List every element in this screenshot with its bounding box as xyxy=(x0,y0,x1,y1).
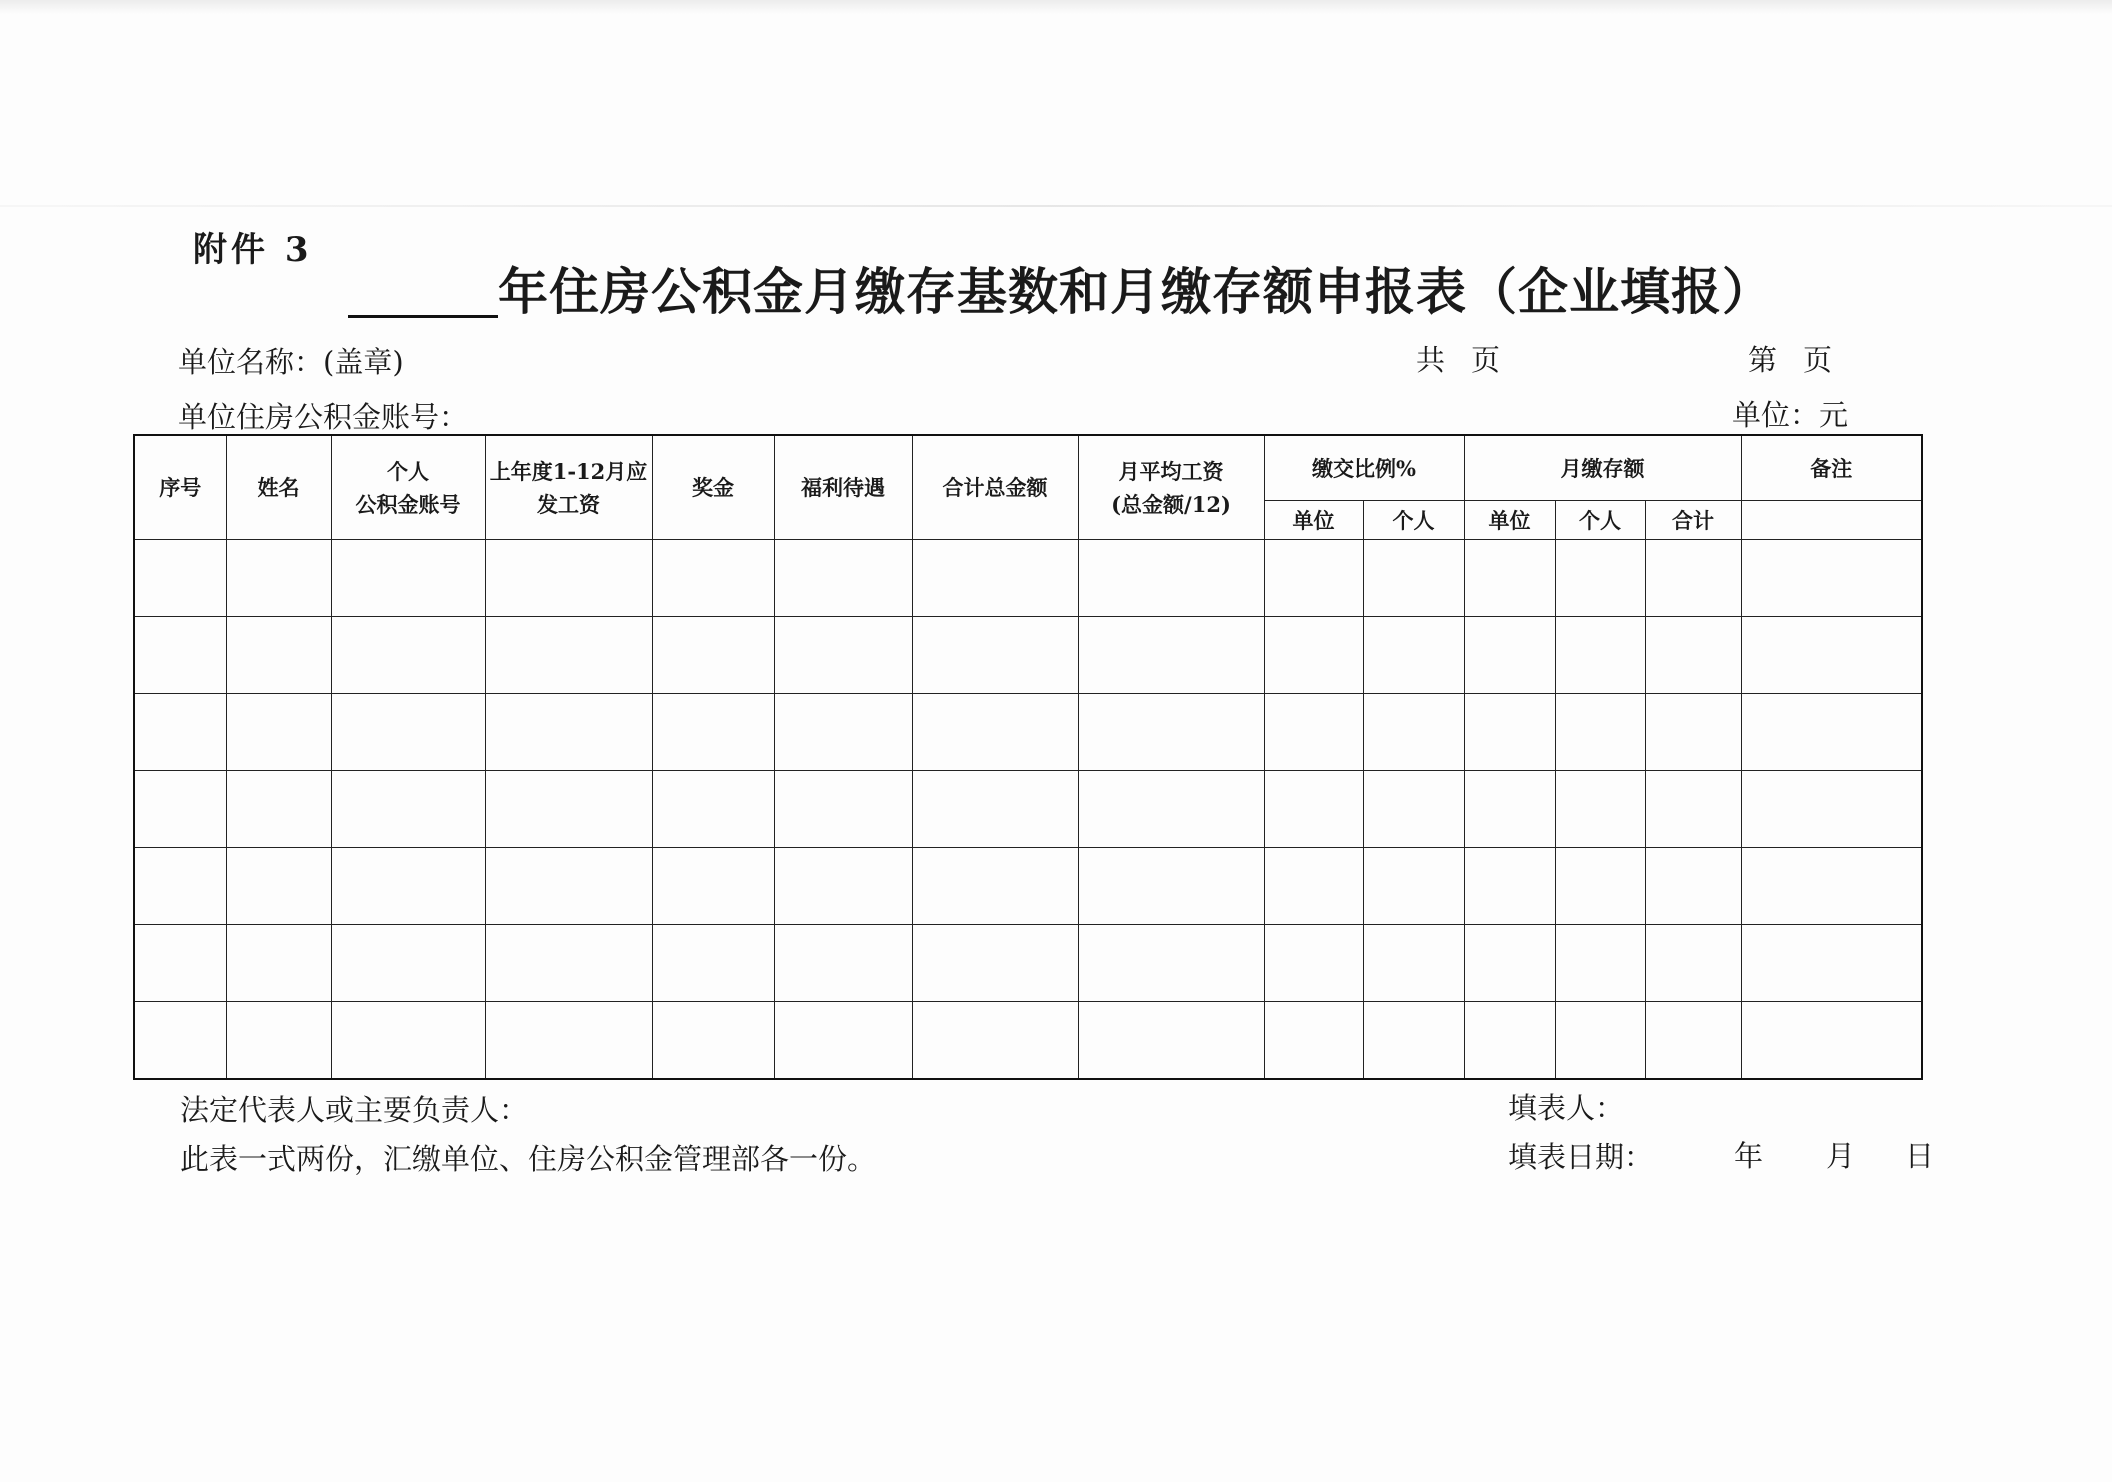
table-cell[interactable] xyxy=(1741,925,1922,1002)
col-total: 合计总金额 xyxy=(912,435,1078,540)
unit-account-label: 单位住房公积金账号： xyxy=(178,400,469,434)
table-cell[interactable] xyxy=(1078,540,1264,617)
table-cell[interactable] xyxy=(331,694,485,771)
table-header-row xyxy=(134,435,1922,501)
table-cell[interactable] xyxy=(226,771,331,848)
table-cell[interactable] xyxy=(652,771,774,848)
table-cell[interactable] xyxy=(1264,925,1363,1002)
col-salary-line2: 发工资 xyxy=(537,491,600,517)
col-name: 姓名 xyxy=(226,435,331,540)
table-cell[interactable] xyxy=(485,925,652,1002)
table-cell[interactable] xyxy=(1363,771,1464,848)
col-monthly-avg xyxy=(1078,435,1264,540)
table-cell[interactable] xyxy=(1363,925,1464,1002)
table-cell[interactable] xyxy=(1464,771,1555,848)
table-cell[interactable] xyxy=(1264,540,1363,617)
table-cell[interactable] xyxy=(1264,1002,1363,1080)
table-cell[interactable] xyxy=(1555,617,1645,694)
table-cell[interactable] xyxy=(1741,1002,1922,1080)
col-ratio: 缴交比例% xyxy=(1264,435,1464,501)
col-salary-line1: 上年度1-12月应 xyxy=(489,458,648,484)
table-body xyxy=(134,540,1922,1080)
table-cell[interactable] xyxy=(1645,540,1741,617)
table-cell[interactable] xyxy=(1078,848,1264,925)
table-cell[interactable] xyxy=(774,848,912,925)
table-cell[interactable] xyxy=(1464,925,1555,1002)
table-cell[interactable] xyxy=(652,1002,774,1080)
col-salary xyxy=(485,435,652,540)
table-cell[interactable] xyxy=(331,1002,485,1080)
form-title xyxy=(348,262,1773,322)
table-cell[interactable] xyxy=(1645,617,1741,694)
table-cell[interactable] xyxy=(331,925,485,1002)
table-cell[interactable] xyxy=(1464,694,1555,771)
table-cell[interactable] xyxy=(1741,540,1922,617)
table-cell[interactable] xyxy=(331,617,485,694)
table-cell[interactable] xyxy=(774,617,912,694)
table-cell[interactable] xyxy=(1363,848,1464,925)
table-cell[interactable] xyxy=(1645,771,1741,848)
table-row xyxy=(134,1002,1922,1080)
table-cell[interactable] xyxy=(1741,771,1922,848)
col-ratio-personal: 个人 xyxy=(1363,501,1464,540)
table-cell[interactable] xyxy=(1741,694,1922,771)
table-cell[interactable] xyxy=(485,848,652,925)
col-deposit-total: 合计 xyxy=(1645,501,1741,540)
table-cell[interactable] xyxy=(485,694,652,771)
table-cell[interactable] xyxy=(331,540,485,617)
table-cell[interactable] xyxy=(485,540,652,617)
table-cell[interactable] xyxy=(1555,694,1645,771)
table-cell[interactable] xyxy=(1078,1002,1264,1080)
table-cell[interactable] xyxy=(1555,925,1645,1002)
table-cell[interactable] xyxy=(1078,694,1264,771)
col-deposit-unit: 单位 xyxy=(1464,501,1555,540)
table-cell[interactable] xyxy=(652,848,774,925)
table-cell[interactable] xyxy=(134,540,226,617)
table-cell[interactable] xyxy=(485,1002,652,1080)
col-personal-account-line2: 公积金账号 xyxy=(355,491,461,517)
copies-note: 此表一式两份，汇缴单位、住房公积金管理部各一份。 xyxy=(180,1142,877,1176)
table-cell[interactable] xyxy=(1645,1002,1741,1080)
table-cell[interactable] xyxy=(1464,617,1555,694)
table-cell[interactable] xyxy=(912,1002,1078,1080)
table-cell[interactable] xyxy=(1555,540,1645,617)
table-cell[interactable] xyxy=(134,848,226,925)
table-cell[interactable] xyxy=(1645,925,1741,1002)
date-day: 日 xyxy=(1905,1139,1935,1173)
table-cell[interactable] xyxy=(134,617,226,694)
table-cell[interactable] xyxy=(1555,1002,1645,1080)
table-cell[interactable] xyxy=(331,771,485,848)
table-cell[interactable] xyxy=(1645,694,1741,771)
table-cell[interactable] xyxy=(226,848,331,925)
table-cell[interactable] xyxy=(912,617,1078,694)
col-personal-account xyxy=(331,435,485,540)
table-cell[interactable] xyxy=(485,771,652,848)
table-row xyxy=(134,617,1922,694)
table-cell[interactable] xyxy=(1555,848,1645,925)
unit-name-label: 单位名称：(盖章) xyxy=(178,345,404,379)
table-cell[interactable] xyxy=(485,617,652,694)
table-cell[interactable] xyxy=(1264,617,1363,694)
table-cell[interactable] xyxy=(1078,771,1264,848)
col-monthly-avg-line2: (总金额/12) xyxy=(1111,491,1231,517)
table-cell[interactable] xyxy=(134,925,226,1002)
col-deposit-personal: 个人 xyxy=(1555,501,1645,540)
col-bonus: 奖金 xyxy=(652,435,774,540)
table-cell[interactable] xyxy=(774,925,912,1002)
table-cell[interactable] xyxy=(912,848,1078,925)
table-cell[interactable] xyxy=(1078,617,1264,694)
table-cell[interactable] xyxy=(1555,771,1645,848)
table-cell[interactable] xyxy=(774,771,912,848)
table-cell[interactable] xyxy=(652,925,774,1002)
scan-edge xyxy=(0,0,2112,14)
declaration-table xyxy=(133,434,1923,1080)
table-row xyxy=(134,771,1922,848)
page-number-label: 第页 xyxy=(1748,343,1859,377)
table-row xyxy=(134,848,1922,925)
table-cell[interactable] xyxy=(134,771,226,848)
table-cell[interactable] xyxy=(652,694,774,771)
table-row xyxy=(134,694,1922,771)
table-cell[interactable] xyxy=(1264,694,1363,771)
table-cell[interactable] xyxy=(912,771,1078,848)
col-monthly-avg-line1: 月平均工资 xyxy=(1118,458,1224,484)
table-cell[interactable] xyxy=(774,694,912,771)
col-ratio-unit: 单位 xyxy=(1264,501,1363,540)
table-cell[interactable] xyxy=(134,694,226,771)
date-year: 年 xyxy=(1734,1139,1764,1173)
table-cell[interactable] xyxy=(226,925,331,1002)
table-row xyxy=(134,540,1922,617)
attachment-label: 附件 3 xyxy=(193,230,313,270)
table-cell[interactable] xyxy=(1741,617,1922,694)
table-cell[interactable] xyxy=(912,694,1078,771)
year-blank[interactable] xyxy=(348,315,498,318)
table-cell[interactable] xyxy=(1363,1002,1464,1080)
table-row xyxy=(134,925,1922,1002)
table-cell[interactable] xyxy=(1464,540,1555,617)
table-cell[interactable] xyxy=(226,617,331,694)
col-remarks: 备注 xyxy=(1741,435,1922,501)
fill-date-label: 填表日期： xyxy=(1508,1140,1654,1174)
scan-fold-line xyxy=(0,205,2112,207)
table-cell[interactable] xyxy=(912,540,1078,617)
table-cell[interactable] xyxy=(134,1002,226,1080)
table-cell[interactable] xyxy=(652,617,774,694)
table-cell[interactable] xyxy=(912,925,1078,1002)
form-title-text: 年住房公积金月缴存基数和月缴存额申报表（企业填报） xyxy=(498,262,1773,321)
table-cell[interactable] xyxy=(226,540,331,617)
table-cell[interactable] xyxy=(331,848,485,925)
table-cell[interactable] xyxy=(1464,848,1555,925)
filler-label: 填表人： xyxy=(1508,1091,1625,1125)
table-cell[interactable] xyxy=(1741,848,1922,925)
table-cell[interactable] xyxy=(652,540,774,617)
total-pages-label: 共页 xyxy=(1416,343,1527,377)
date-month: 月 xyxy=(1826,1139,1856,1173)
table-cell[interactable] xyxy=(1363,540,1464,617)
legal-rep-label: 法定代表人或主要负责人： xyxy=(180,1093,529,1127)
table-cell[interactable] xyxy=(1264,771,1363,848)
col-benefits: 福利待遇 xyxy=(774,435,912,540)
table-cell[interactable] xyxy=(226,1002,331,1080)
table-cell[interactable] xyxy=(1363,694,1464,771)
col-remarks-sub xyxy=(1741,501,1922,540)
table-cell[interactable] xyxy=(1363,617,1464,694)
table-cell[interactable] xyxy=(226,694,331,771)
col-personal-account-line1: 个人 xyxy=(387,458,429,484)
table-cell[interactable] xyxy=(774,540,912,617)
table-cell[interactable] xyxy=(1464,1002,1555,1080)
col-seq: 序号 xyxy=(134,435,226,540)
table-cell[interactable] xyxy=(1078,925,1264,1002)
table-cell[interactable] xyxy=(774,1002,912,1080)
table-cell[interactable] xyxy=(1264,848,1363,925)
currency-unit-label: 单位：元 xyxy=(1732,398,1849,432)
table-cell[interactable] xyxy=(1645,848,1741,925)
col-monthly-deposit: 月缴存额 xyxy=(1464,435,1741,501)
